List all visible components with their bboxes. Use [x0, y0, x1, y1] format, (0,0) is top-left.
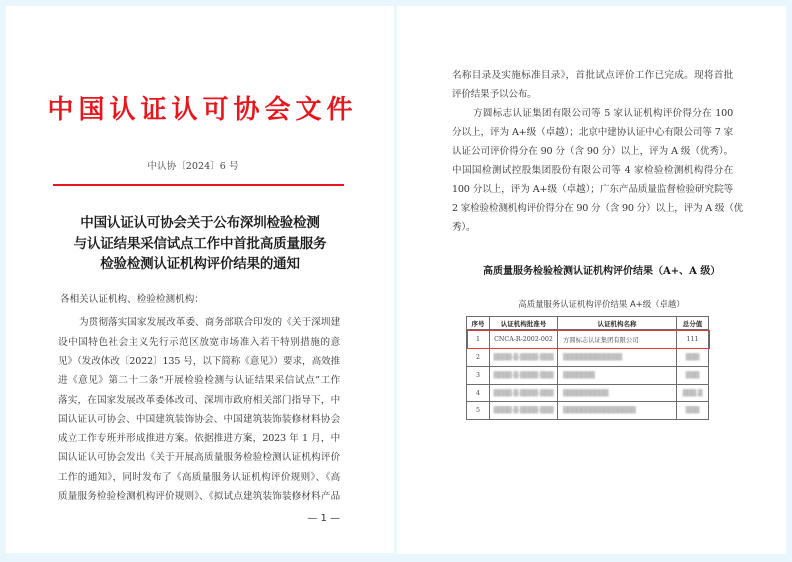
body-line: 落实，在国家发展改革委体改司、深圳市政府相关部门指导下，中 [58, 394, 340, 406]
cell-name-blurred: ▒▒▒▒▒▒▒ [558, 367, 677, 385]
body-line: 2 家检验检测机构评价得分在 90 分（含 90 分）以上，评为 A 级（优 [452, 203, 744, 215]
table-caption: 高质量服务认证机构评价结果 A+级（卓越） [518, 299, 685, 309]
table-row [467, 402, 709, 420]
notice-title-line: 检验检测认证机构评价结果的通知 [100, 256, 300, 272]
column-header-no: 序号 [467, 317, 490, 330]
body-line: 认证公司评价得分在 90 分（含 90 分）以上，评为 A 级（优秀）。 [452, 145, 733, 157]
body-line: 国认证认可协会发出《关于开展高质量服务检验检测认证机构评价 [58, 452, 340, 464]
body-line: 名称目录及实施标准目录》，首批试点评价工作已完成。现将首批 [452, 69, 733, 81]
body-line: 100 分以上，评为 A+级（卓越）；广东产品质量监督检验研究院等 [452, 184, 733, 196]
cell-score-blurred: ▒▒▒ [677, 402, 709, 420]
results-heading: 高质量服务检验检测认证机构评价结果（A+、A 级） [483, 266, 721, 277]
notice-title-line: 与认证结果采信试点工作中首批高质量服务 [73, 235, 327, 252]
table-row [467, 385, 709, 402]
table-row [467, 367, 709, 385]
cell-score-blurred: ▒▒▒.▒ [677, 385, 709, 402]
cell-approval-no-blurred: ▒▒▒▒-▒-▒▒▒▒-▒▒▒ [490, 385, 558, 402]
cell-score-blurred: ▒▒▒ [677, 367, 709, 385]
highlight-box-row-1 [467, 330, 710, 349]
document-number: 中认协〔2024〕6 号 [147, 161, 239, 172]
salutation: 各相关认证机构、检验检测机构： [60, 294, 204, 305]
body-line: 设中国特色社会主义先行示范区放宽市场准入若干特别措施的意 [58, 336, 340, 348]
column-header-approval-no: 认证机构批准号 [490, 317, 558, 330]
cell-score-blurred: ▒▒▒ [677, 349, 709, 367]
body-line: 国认证认可协会、中国建筑装饰协会、中国建筑装饰装修材料协会 [58, 413, 340, 425]
body-line: 秀）。 [452, 222, 476, 234]
cell-no: 2 [467, 349, 490, 367]
cell-score: 111 [677, 330, 709, 349]
notice-title [6, 213, 394, 275]
cell-name-blurred: ▒▒▒▒▒▒▒▒▒▒▒▒▒ [558, 349, 677, 367]
letterhead-divider [53, 184, 344, 186]
cell-no: 4 [467, 385, 490, 402]
cell-approval-no: CNCA-R-2002-002 [490, 330, 558, 349]
column-header-score: 总分值 [677, 317, 709, 330]
document-page-1 [6, 6, 394, 553]
body-paragraph [452, 66, 744, 238]
cell-approval-no-blurred: ▒▒▒▒-▒-▒▒▒▒-▒▒▒ [490, 367, 558, 385]
cell-no: 1 [467, 330, 490, 349]
letterhead-title: 中国认证认可协会文件 [47, 95, 358, 125]
body-line: 见》（发改体改〔2022〕135 号，以下简称《意见》）要求，高效推 [58, 355, 340, 367]
body-line: 进《意见》第二十二条“开展检验检测与认证结果采信试点”工作 [58, 375, 340, 387]
body-line: 成立工作专班并形成推进方案。依据推进方案，2023 年 1 月，中 [58, 433, 340, 445]
cell-name-blurred: ▒▒▒▒▒▒▒▒▒▒ [558, 385, 677, 402]
body-line: 工作的通知》，同时发布了《高质量服务认证机构评价规则》、《高 [58, 471, 340, 483]
body-paragraph [58, 313, 340, 506]
cell-approval-no-blurred: ▒▒▒▒-▒-▒▒▒▒-▒▒▒ [490, 402, 558, 420]
cell-no: 3 [467, 367, 490, 385]
document-page-2 [397, 6, 786, 554]
cell-name-blurred: ▒▒▒▒▒▒▒▒▒▒▒▒▒▒▒▒ [558, 402, 677, 420]
body-line: 质量服务检验检测机构评价规则》、《拟试点建筑装饰装修材料产品 [58, 491, 340, 503]
body-line: 评价结果予以公布。 [452, 88, 537, 100]
cell-no: 5 [467, 402, 490, 420]
table-header-row [467, 317, 709, 330]
cell-approval-no-blurred: ▒▒▒▒-▒-▒▒▒▒-▒▒▒ [490, 349, 558, 367]
body-line: 为贯彻落实国家发展改革委、商务部联合印发的《关于深圳建 [79, 317, 340, 329]
cell-name: 方圆标志认证集团有限公司 [558, 330, 677, 349]
column-header-name: 认证机构名称 [558, 317, 677, 330]
page-number: — 1 — [307, 513, 340, 524]
notice-title-line: 中国认证认可协会关于公布深圳检验检测 [80, 215, 320, 231]
body-line: 方圆标志认证集团有限公司等 5 家认证机构评价得分在 100 [473, 107, 733, 119]
table-row [467, 349, 709, 367]
body-line: 中国国检测试控股集团股份有限公司等 4 家检验检测机构得分在 [452, 164, 733, 176]
body-line: 分以上，评为 A+级（卓越）；北京中建协认证中心有限公司等 7 家 [452, 126, 733, 138]
